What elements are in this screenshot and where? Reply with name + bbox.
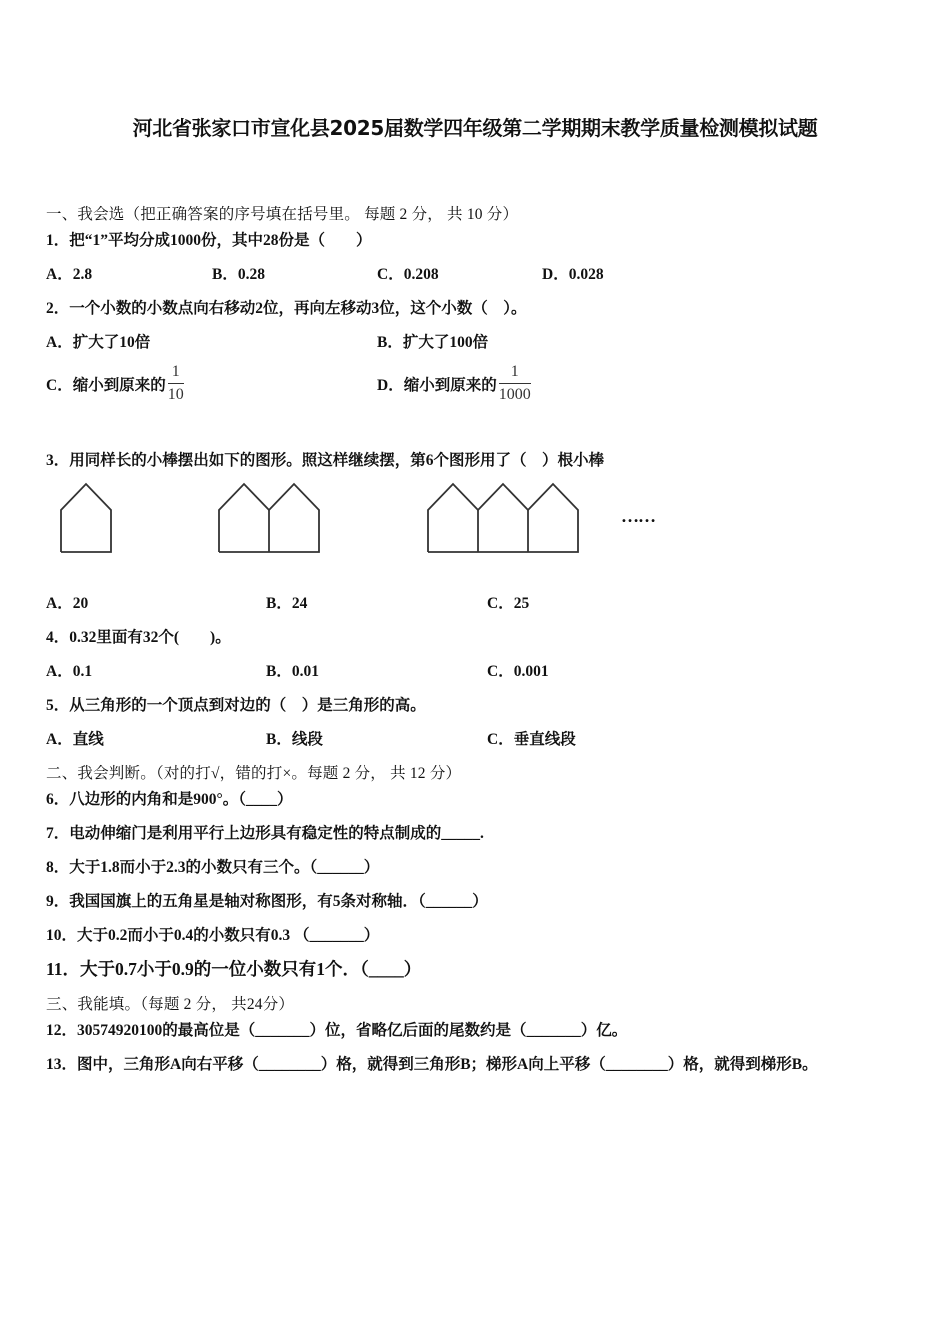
fraction-one-tenth xyxy=(168,362,184,405)
question-2-option-a: A．扩大了10倍 xyxy=(46,334,151,351)
fraction-denominator: 1000 xyxy=(498,386,531,403)
question-3-option-a: A．20 xyxy=(46,595,89,612)
question-5-option-b: B．线段 xyxy=(266,731,323,748)
matchstick-house-figures xyxy=(40,470,680,570)
question-1-stem: 1．把“1”平均分成1000份，其中28份是（ ） xyxy=(46,232,372,249)
question-4-stem: 4．0.32里面有32个( )。 xyxy=(46,629,231,646)
fraction-numerator: 1 xyxy=(499,362,531,384)
question-12: 12．30574920100的最高位是（_______）位，省略亿后面的尾数约是（_______）亿。 xyxy=(46,1022,628,1039)
question-7: 7．电动伸缩门是利用平行上边形具有稳定性的特点制成的_____. xyxy=(46,825,484,842)
section-heading-3: 三、我能填。（每题 2 分， 共24分） xyxy=(46,996,295,1013)
question-1-option-d: D．0.028 xyxy=(542,266,604,283)
question-2-option-c xyxy=(46,362,184,405)
question-4-option-a: A．0.1 xyxy=(46,663,93,680)
continuation-dots: …… xyxy=(621,506,655,526)
question-3-option-c: C．25 xyxy=(487,595,530,612)
fraction-numerator: 1 xyxy=(168,362,184,384)
question-1-option-c: C．0.208 xyxy=(377,266,439,283)
question-2-option-d xyxy=(377,362,531,405)
fraction-denominator: 10 xyxy=(167,386,184,403)
question-6: 6．八边形的内角和是900°。（____） xyxy=(46,791,293,808)
page-title: 河北省张家口市宣化县2025届数学四年级第二学期期末教学质量检测模拟试题 xyxy=(132,116,818,140)
section-heading-2: 二、我会判断。（对的打√，错的打×。每题 2 分， 共 12 分） xyxy=(46,765,462,782)
house-figure-1 xyxy=(61,484,111,552)
question-2-stem: 2．一个小数的小数点向右移动2位，再向左移动3位，这个小数（ ）。 xyxy=(46,300,527,317)
question-5-stem: 5．从三角形的一个顶点到对边的（ ）是三角形的高。 xyxy=(46,697,426,714)
question-4-option-b: B．0.01 xyxy=(266,663,319,680)
section-heading-1: 一、我会选（把正确答案的序号填在括号里。 每题 2 分， 共 10 分） xyxy=(46,206,519,223)
question-2-option-d-label: D．缩小到原来的 xyxy=(377,376,497,394)
question-2-option-c-label: C．缩小到原来的 xyxy=(46,376,166,394)
question-4-option-c: C．0.001 xyxy=(487,663,549,680)
house-figure-3 xyxy=(428,484,578,552)
question-11: 11．大于0.7小于0.9的一位小数只有1个．（____） xyxy=(46,959,422,979)
question-2-option-b: B．扩大了100倍 xyxy=(377,334,489,351)
question-1-option-b: B．0.28 xyxy=(212,266,265,283)
question-13: 13．图中，三角形A向右平移（________）格，就得到三角形B；梯形A向上平移（________）格，就得到梯形B。 xyxy=(46,1056,818,1073)
question-5-option-c: C．垂直线段 xyxy=(487,731,576,748)
question-1-option-a: A．2.8 xyxy=(46,266,93,283)
question-8: 8．大于1.8而小于2.3的小数只有三个。（______） xyxy=(46,859,380,876)
question-3-stem: 3．用同样长的小棒摆出如下的图形。照这样继续摆，第6个图形用了（ ）根小棒 xyxy=(46,452,605,469)
house-figure-2 xyxy=(219,484,319,552)
question-10: 10．大于0.2而小于0.4的小数只有0.3 （_______） xyxy=(46,927,380,944)
question-3-option-b: B．24 xyxy=(266,595,308,612)
question-9: 9．我国国旗上的五角星是轴对称图形，有5条对称轴．（______） xyxy=(46,893,488,910)
fraction-one-thousandth xyxy=(499,362,531,405)
question-5-option-a: A．直线 xyxy=(46,731,104,748)
